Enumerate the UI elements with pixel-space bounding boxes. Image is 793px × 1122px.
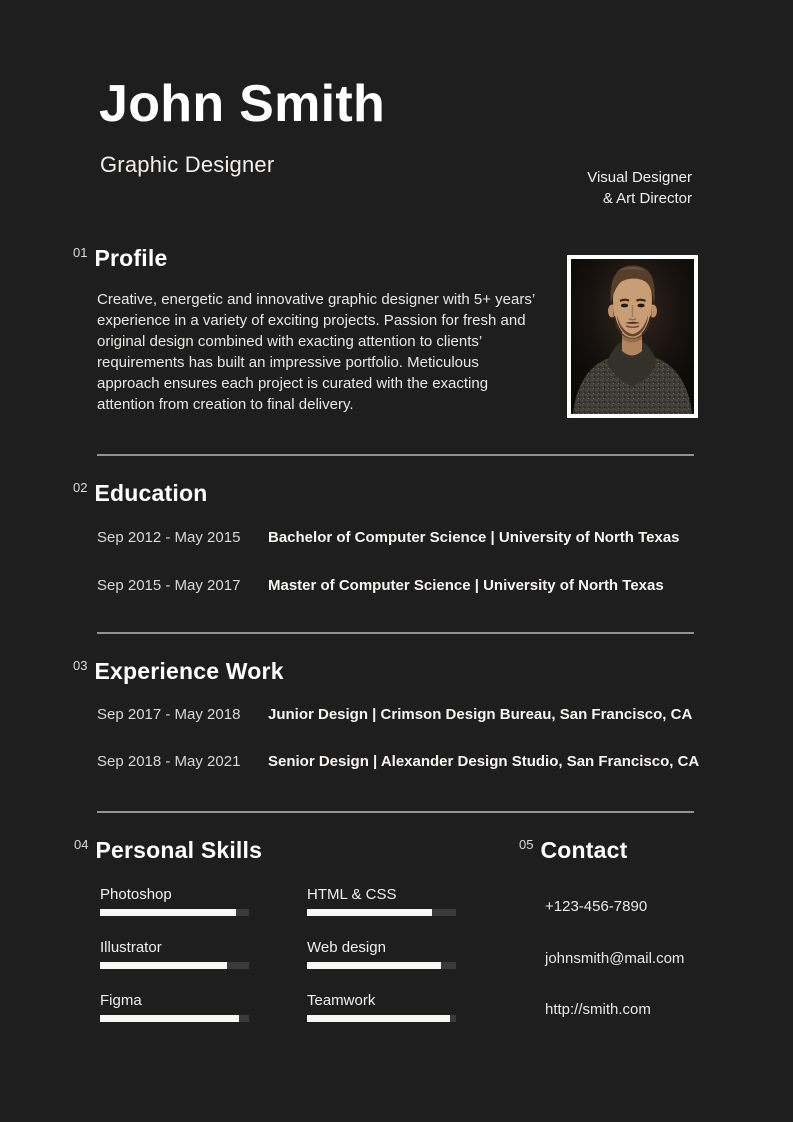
section-heading-contact [519, 837, 627, 864]
skill-bar-track [307, 1015, 456, 1022]
skill-bar-track [307, 909, 456, 916]
date-range: Sep 2018 - May 2021 [97, 753, 241, 770]
skill-bar-track [100, 1015, 249, 1022]
experience-detail: Senior Design | Alexander Design Studio, San Francisco, CA [268, 753, 700, 770]
section-title: Profile [94, 245, 168, 271]
skill-item [100, 992, 249, 1022]
contact-website: http://smith.com [545, 1001, 651, 1018]
date-range: Sep 2017 - May 2018 [97, 706, 241, 723]
section-title: Experience Work [94, 658, 284, 684]
section-title: Personal Skills [95, 837, 263, 863]
person-role: Graphic Designer [100, 152, 275, 177]
skill-bar-track [307, 962, 456, 969]
profile-text: Creative, energetic and innovative graphic designer with 5+ years’ experience in a variety of exciting projects. Passion for fresh and original design combined with exacting attention to clients’ requirements has built an impressive portfolio. Meticulous approach ensures each project is curated with the exacting attention from creation to final delivery. [97, 291, 535, 413]
skill-item [307, 886, 456, 916]
education-detail: Bachelor of Computer Science | University of North Texas [268, 529, 680, 546]
section-number: 03 [73, 658, 88, 673]
skill-item [100, 939, 249, 969]
tagline-line1: Visual Designer [587, 169, 692, 186]
divider [97, 454, 694, 456]
experience-detail: Junior Design | Crimson Design Bureau, San Francisco, CA [268, 706, 693, 723]
date-range: Sep 2012 - May 2015 [97, 529, 241, 546]
experience-row [97, 753, 699, 770]
skills-grid [100, 886, 456, 1022]
section-number: 04 [74, 837, 89, 852]
section-number: 05 [519, 837, 534, 852]
skill-label: Illustrator [100, 939, 162, 956]
skill-bar-fill [307, 909, 432, 916]
divider [97, 632, 694, 634]
section-title: Education [94, 480, 208, 506]
skill-bar-fill [307, 962, 441, 969]
education-detail: Master of Computer Science | University of North Texas [268, 577, 664, 594]
section-number: 02 [73, 480, 88, 495]
skill-bar-fill [307, 1015, 450, 1022]
skill-bar-track [100, 962, 249, 969]
skill-label: Teamwork [307, 992, 376, 1009]
section-heading-profile [73, 245, 167, 272]
skill-bar-fill [100, 1015, 239, 1022]
date-range: Sep 2015 - May 2017 [97, 577, 241, 594]
skill-bar-fill [100, 962, 227, 969]
person-name: John Smith [99, 75, 386, 133]
contact-email: johnsmith@mail.com [545, 950, 685, 967]
tagline-line2: & Art Director [602, 190, 692, 207]
section-heading-experience [73, 658, 284, 685]
skill-label: HTML & CSS [307, 886, 397, 903]
photo-frame [567, 255, 698, 418]
section-heading-skills [74, 837, 262, 864]
skill-item [307, 992, 456, 1022]
tagline [587, 167, 692, 209]
skill-label: Web design [307, 939, 386, 956]
education-row [97, 529, 680, 546]
contact-phone: +123-456-7890 [545, 898, 648, 915]
divider [97, 811, 694, 813]
skill-item [307, 939, 456, 969]
skill-label: Photoshop [100, 886, 172, 903]
section-heading-education [73, 480, 207, 507]
experience-row [97, 706, 692, 723]
education-row [97, 577, 664, 594]
portrait-photo [571, 259, 694, 414]
section-title: Contact [540, 837, 628, 863]
skill-bar-track [100, 909, 249, 916]
section-number: 01 [73, 245, 88, 260]
skill-label: Figma [100, 992, 142, 1009]
skill-bar-fill [100, 909, 236, 916]
skill-item [100, 886, 249, 916]
